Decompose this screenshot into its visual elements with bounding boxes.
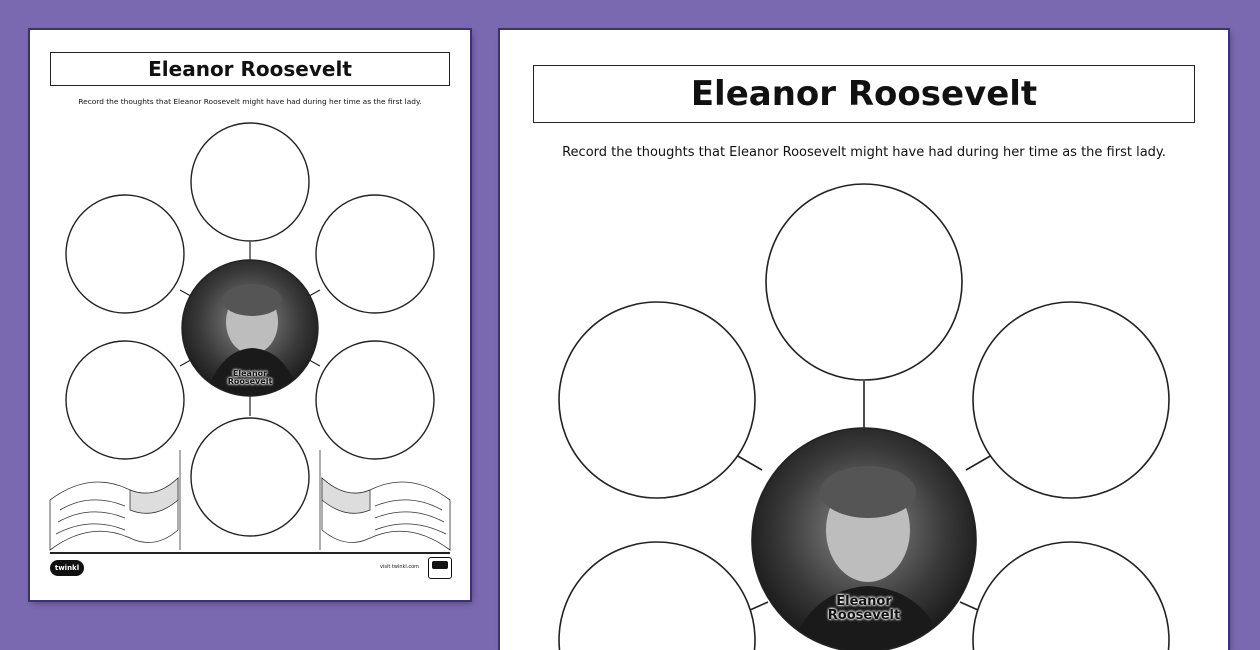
worksheet-preview-small [30,30,470,600]
portrait-label-first: Eleanor [836,594,892,609]
thought-bubble-upper-left[interactable] [559,302,755,498]
worksheet-instruction: Record the thoughts that Eleanor Roosevelt might have had during her time as the first lady. [78,97,422,106]
portrait-label-last: Roosevelt [827,607,901,623]
portrait-label [220,370,280,387]
worksheet-title: Eleanor Roosevelt [533,65,1195,123]
thought-bubble-upper-right[interactable] [316,195,434,313]
thought-bubble-top[interactable] [766,184,962,380]
american-flag-icon [320,450,450,550]
footer-rule [50,552,450,554]
american-flag-icon [50,450,180,550]
worksheet-preview-large [500,30,1228,650]
thought-bubble-lower-left[interactable] [66,341,184,459]
thought-bubbles-diagram [30,30,470,600]
thought-bubble-top[interactable] [191,123,309,241]
thought-bubble-upper-left[interactable] [66,195,184,313]
worksheet-title: Eleanor Roosevelt [50,52,450,86]
twinkl-logo: twinkl [50,560,84,576]
thought-bubble-lower-right[interactable] [316,341,434,459]
thought-bubble-bottom[interactable] [191,418,309,536]
thought-bubble-upper-right[interactable] [973,302,1169,498]
portrait-label-last: Roosevelt [227,377,273,387]
thought-bubble-lower-left[interactable] [559,542,755,650]
thought-bubbles-diagram [500,30,1228,650]
portrait-label-first: Eleanor [232,369,268,378]
thought-bubble-lower-right[interactable] [973,542,1169,650]
footer-url: visit twinkl.com [380,564,420,570]
portrait-label [812,595,916,622]
badge-icon [428,557,452,579]
worksheet-instruction: Record the thoughts that Eleanor Roosevelt might have had during her time as the first lady. [562,145,1166,160]
